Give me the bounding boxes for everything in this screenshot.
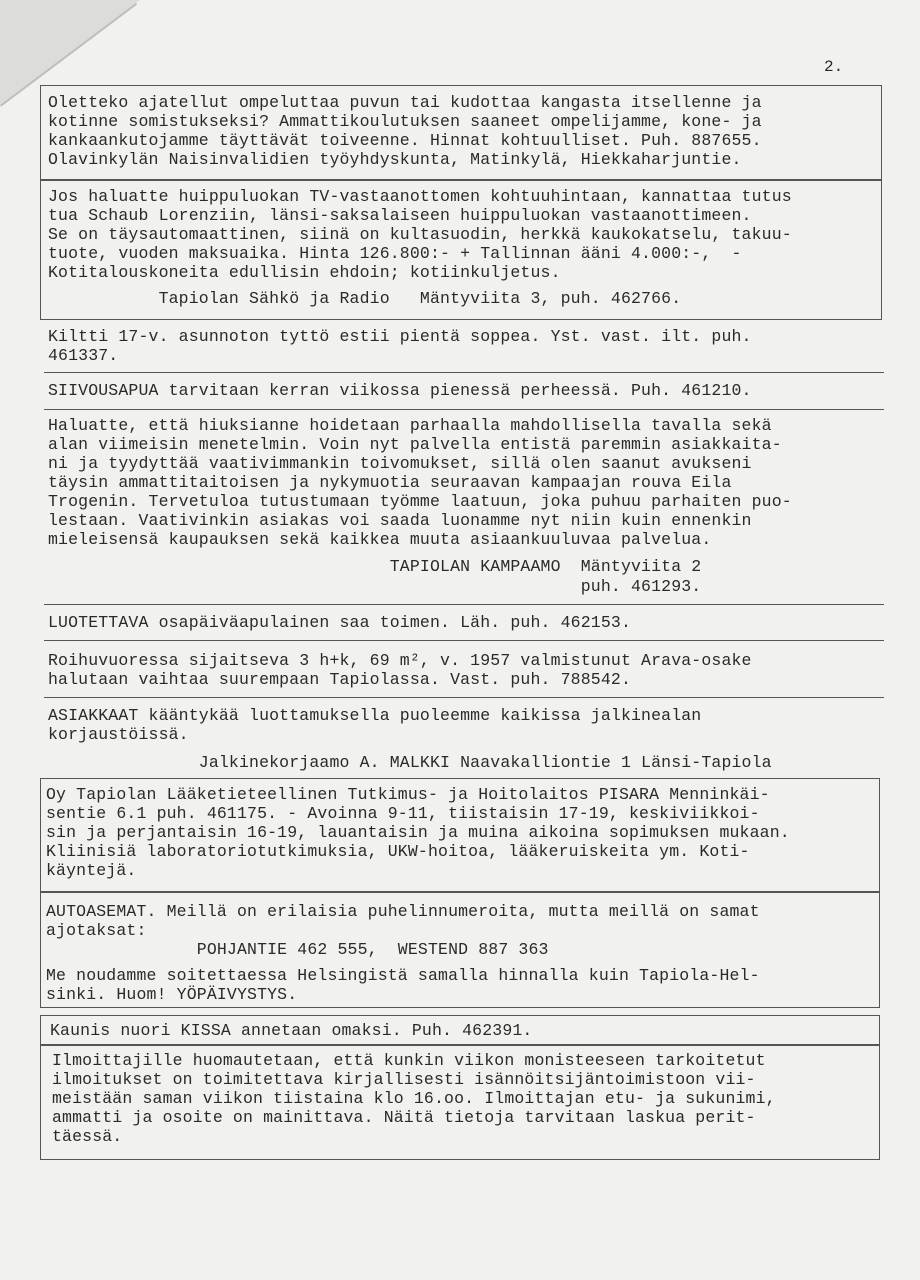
- ad-kampaamo-line: täysin ammattitaitoisen ja nykymuotia seuraavan kampaajan rouva Eila: [48, 473, 732, 492]
- ad-tv-line: tua Schaub Lorenziin, länsi-saksalaiseen huippuluokan vastaanottimeen.: [48, 206, 752, 225]
- ad-ompelu-line: kotinne somistukseksi? Ammattikoulutuksen saaneet ompelijamme, kone- ja: [48, 112, 762, 131]
- ad-roihuvuori-line: halutaan vaihtaa suurempaan Tapiolassa. Vast. puh. 788542.: [48, 670, 631, 689]
- ad-ilmoittajille-line: Ilmoittajille huomautetaan, että kunkin viikon monisteeseen tarkoitetut: [52, 1051, 766, 1070]
- ad-pisara-line: Oy Tapiolan Lääketieteellinen Tutkimus- ja Hoitolaitos PISARA Menninkäi-: [46, 785, 770, 804]
- ad-kiltti-line: 461337.: [48, 346, 119, 365]
- ad-jalkine-line: ASIAKKAAT kääntykää luottamuksella puoleemme kaikissa jalkinealan: [48, 706, 702, 725]
- ad-autoasemat-line: POHJANTIE 462 555, WESTEND 887 363: [46, 940, 549, 959]
- ad-autoasemat-line: ajotaksat:: [46, 921, 147, 940]
- ad-ompelu-line: Oletteko ajatellut ompeluttaa puvun tai kudottaa kangasta itsellenne ja: [48, 93, 762, 112]
- separator-line: [44, 640, 884, 641]
- ad-jalkine-line: Jalkinekorjaamo A. MALKKI Naavakalliontie 1 Länsi-Tapiola: [48, 753, 772, 772]
- ad-pisara-line: sentie 6.1 puh. 461175. - Avoinna 9-11, tiistaisin 17-19, keskiviikkoi-: [46, 804, 760, 823]
- ad-tv-line: tuote, vuoden maksuaika. Hinta 126.800:- + Tallinnan ääni 4.000:-, -: [48, 244, 742, 263]
- ad-kampaamo-line: mieleisensä kaupauksen sekä kaikkea muuta asiaankuuluvaa palvelua.: [48, 530, 712, 549]
- ad-jalkine-line: korjaustöissä.: [48, 725, 189, 744]
- ad-tv-line: Jos haluatte huippuluokan TV-vastaanottomen kohtuuhintaan, kannattaa tutus: [48, 187, 792, 206]
- ad-tv-line: Kotitalouskoneita edullisin ehdoin; kotiinkuljetus.: [48, 263, 561, 282]
- ad-autoasemat-line: Me noudamme soitettaessa Helsingistä samalla hinnalla kuin Tapiola-Hel-: [46, 966, 760, 985]
- ad-autoasemat-line: AUTOASEMAT. Meillä on erilaisia puhelinnumeroita, mutta meillä on samat: [46, 902, 760, 921]
- ad-kampaamo-line: Haluatte, että hiuksianne hoidetaan parhaalla mahdollisella tavalla sekä: [48, 416, 772, 435]
- ad-roihuvuori-line: Roihuvuoressa sijaitseva 3 h+k, 69 m², v. 1957 valmistunut Arava-osake: [48, 651, 752, 670]
- ad-autoasemat-line: sinki. Huom! YÖPÄIVYSTYS.: [46, 985, 298, 1004]
- ad-kampaamo-line: puh. 461293.: [48, 577, 702, 596]
- ad-siivous-line: SIIVOUSAPUA tarvitaan kerran viikossa pienessä perheessä. Puh. 461210.: [48, 381, 752, 400]
- ad-ompelu-line: Olavinkylän Naisinvalidien työyhdyskunta, Matinkylä, Hiekkaharjuntie.: [48, 150, 742, 169]
- ad-pisara-line: käyntejä.: [46, 861, 137, 880]
- ad-pisara-line: Kliinisiä laboratoriotutkimuksia, UKW-hoitoa, lääkeruiskeita ym. Koti-: [46, 842, 750, 861]
- page-number: 2.: [824, 58, 844, 76]
- ad-ilmoittajille-line: meistään saman viikon tiistaina klo 16.oo. Ilmoittajan etu- ja sukunimi,: [52, 1089, 776, 1108]
- ad-kampaamo-line: alan viimeisin menetelmin. Voin nyt palvella entistä paremmin asiakkaita-: [48, 435, 782, 454]
- ad-tv-line: Tapiolan Sähkö ja Radio Mäntyviita 3, puh. 462766.: [48, 289, 682, 308]
- ad-ompelu-line: kankaankutojamme täyttävät toiveenne. Hinnat kohtuulliset. Puh. 887655.: [48, 131, 762, 150]
- ad-ilmoittajille-line: ilmoitukset on toimitettava kirjallisesti isännöitsijäntoimistoon vii-: [52, 1070, 756, 1089]
- ad-kampaamo-line: Trogenin. Tervetuloa tutustumaan työmme laatuun, joka puhuu parhaiten puo-: [48, 492, 792, 511]
- ad-kampaamo-line: lestaan. Vaativinkin asiakas voi saada luonamme nyt niin kuin ennenkin: [48, 511, 752, 530]
- separator-line: [44, 697, 884, 698]
- ad-tv-line: Se on täysautomaattinen, siinä on kultasuodin, herkkä kaukokatselu, takuu-: [48, 225, 792, 244]
- separator-line: [44, 372, 884, 373]
- ad-kampaamo-line: TAPIOLAN KAMPAAMO Mäntyviita 2: [48, 557, 702, 576]
- ad-ilmoittajille-line: ammatti ja osoite on mainittava. Näitä tietoja tarvitaan laskua perit-: [52, 1108, 756, 1127]
- ad-kampaamo-line: ni ja tyydyttää vaativimmankin toivomukset, sillä olen saanut avukseni: [48, 454, 752, 473]
- separator-line: [44, 409, 884, 410]
- ad-kiltti-line: Kiltti 17-v. asunnoton tyttö estii pientä soppea. Yst. vast. ilt. puh.: [48, 327, 752, 346]
- ad-pisara-line: sin ja perjantaisin 16-19, lauantaisin ja muina aikoina sopimuksen mukaan.: [46, 823, 790, 842]
- ad-kissa-line: Kaunis nuori KISSA annetaan omaksi. Puh. 462391.: [50, 1021, 533, 1040]
- ad-ilmoittajille-line: täessä.: [52, 1127, 123, 1146]
- ad-luotettava-line: LUOTETTAVA osapäiväapulainen saa toimen. Läh. puh. 462153.: [48, 613, 631, 632]
- separator-line: [44, 604, 884, 605]
